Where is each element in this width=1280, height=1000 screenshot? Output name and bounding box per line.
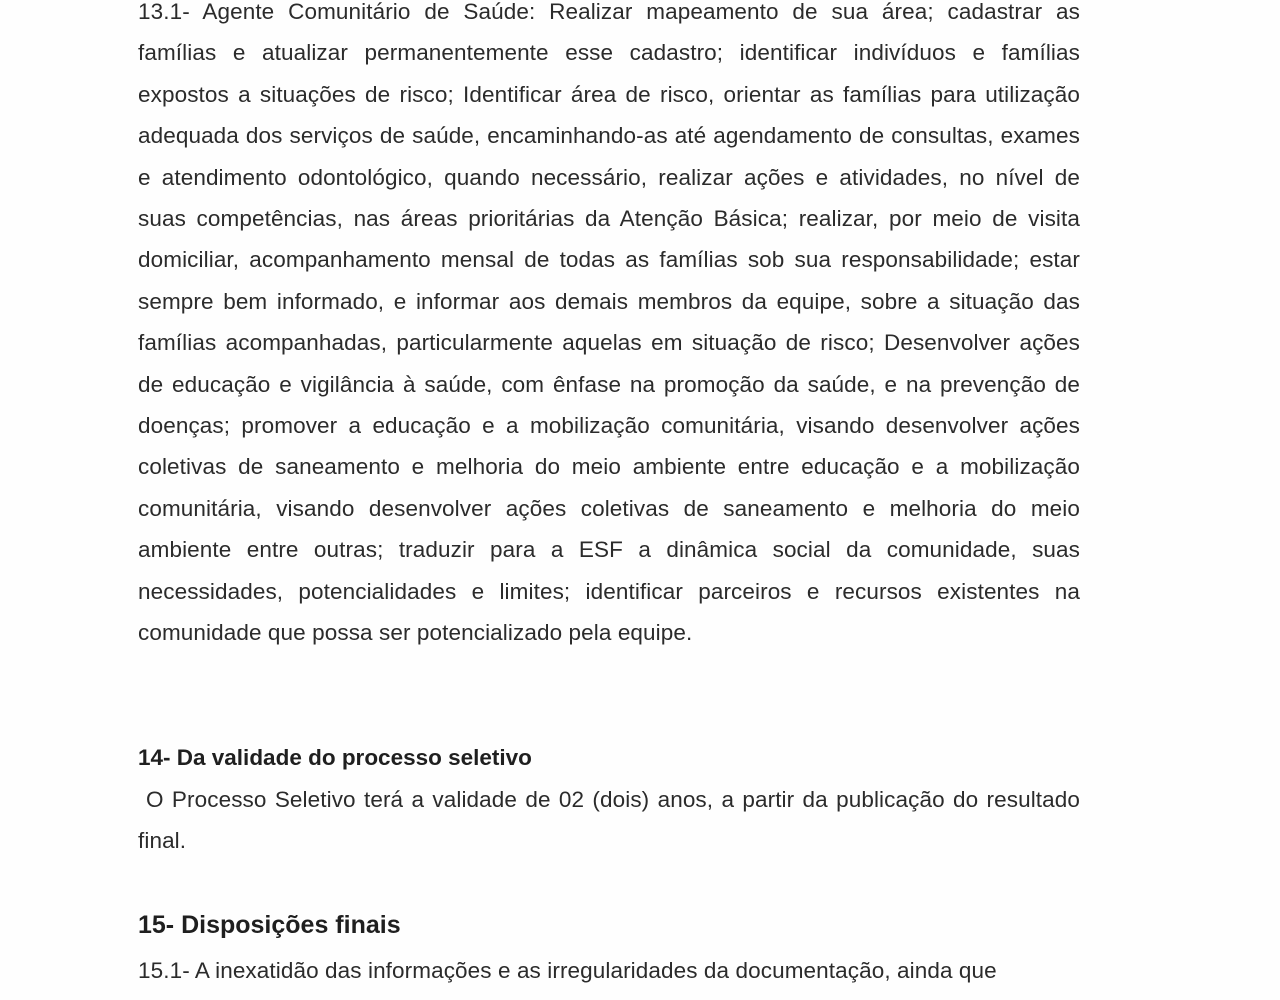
section-15-1-text: 15.1- A inexatidão das informações e as irregularidades da documentação, ainda que [138,958,997,983]
section-13-1-text: Realizar mapeamento de sua área; cadastrar as famílias e atualizar permanentemente esse cadastro; identificar indivíduos e famílias expostos a situações de risco; Identificar área de risco, orientar as famílias para utilização adequada dos serviços de saúde, encaminhando-as até agendamento de consultas, exames e atendimento odontológico, quando necessário, realizar ações e atividades, no nível de suas competências, nas áreas prioritárias da Atenção Básica; realizar, por meio de visita domiciliar, acompanhamento mensal de todas as famílias sob sua responsabilidade; estar sempre bem informado, e informar aos demais membros da equipe, sobre a situação das famílias acompanhadas, particularmente aquelas em situação de risco; Desenvolver ações de educação e vigilância à saúde, com ênfase na promoção da saúde, e na prevenção de doenças; promover a educação e a mobilização comunitária, visando desenvolver ações coletivas de saneamento e melhoria do meio ambiente entre educação e a mobilização comunitária, visando desenvolver ações coletivas de saneamento e melhoria do meio ambiente entre outras; traduzir para a ESF a dinâmica social da comunidade, suas necessidades, potencialidades e limites; identificar parceiros e recursos existentes na comunidade que possa ser potencializado pela equipe. [138,0,1080,646]
section-15-heading: 15- Disposições finais [138,911,401,939]
section-14-heading: 14- Da validade do processo seletivo [138,745,532,770]
section-14-text: O Processo Seletivo terá a validade de 02 (dois) anos, a partir da publicação do resultado final. [138,787,1080,854]
paragraph-13-1 [138,0,1080,654]
section-13-1-label: 13.1- Agente Comunitário de Saúde: [138,0,536,24]
